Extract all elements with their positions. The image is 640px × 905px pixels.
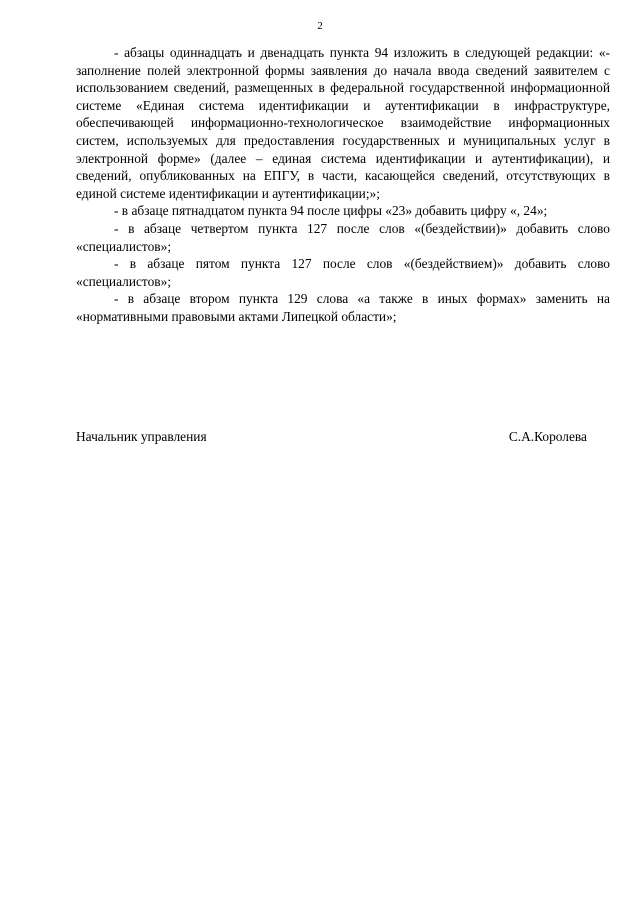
amendment-paragraph-4: - в абзаце пятом пункта 127 после слов «(бездействием)» добавить слово «специалистов»; xyxy=(76,256,610,289)
document-body xyxy=(76,44,610,326)
amendment-paragraph-5: - в абзаце втором пункта 129 слова «а также в иных формах» заменить на «нормативными правовыми актами Липецкой области»; xyxy=(76,291,610,324)
signatory-name: С.А.Королева xyxy=(508,429,587,444)
amendment-paragraph-1: - абзацы одиннадцать и двенадцать пункта 94 изложить в следующей редакции: «- заполнение полей электронной формы заявления до начала ввода сведений заявителем с использованием сведений, размещенных в федеральной государственной информационной системе «Единая система идентификации и аутентификации в инфраструктуре, обеспечивающей информационно-технологическое взаимодействие информационных систем, используемых для предоставления государственных и муниципальных услуг в электронной форме» (далее – единая система идентификации и аутентификации), и сведений, опубликованных на ЕПГУ, в части, касающейся сведений, отсутствующих в единой системе идентификации и аутентификации;»; xyxy=(76,45,610,201)
amendment-paragraph-2: - в абзаце пятнадцатом пункта 94 после цифры «23» добавить цифру «, 24»; xyxy=(114,203,548,219)
signatory-title: Начальник управления xyxy=(76,429,207,444)
amendment-paragraph-3: - в абзаце четвертом пункта 127 после слов «(бездействии)» добавить слово «специалистов»; xyxy=(76,220,610,254)
page-number: 2 xyxy=(317,20,323,32)
